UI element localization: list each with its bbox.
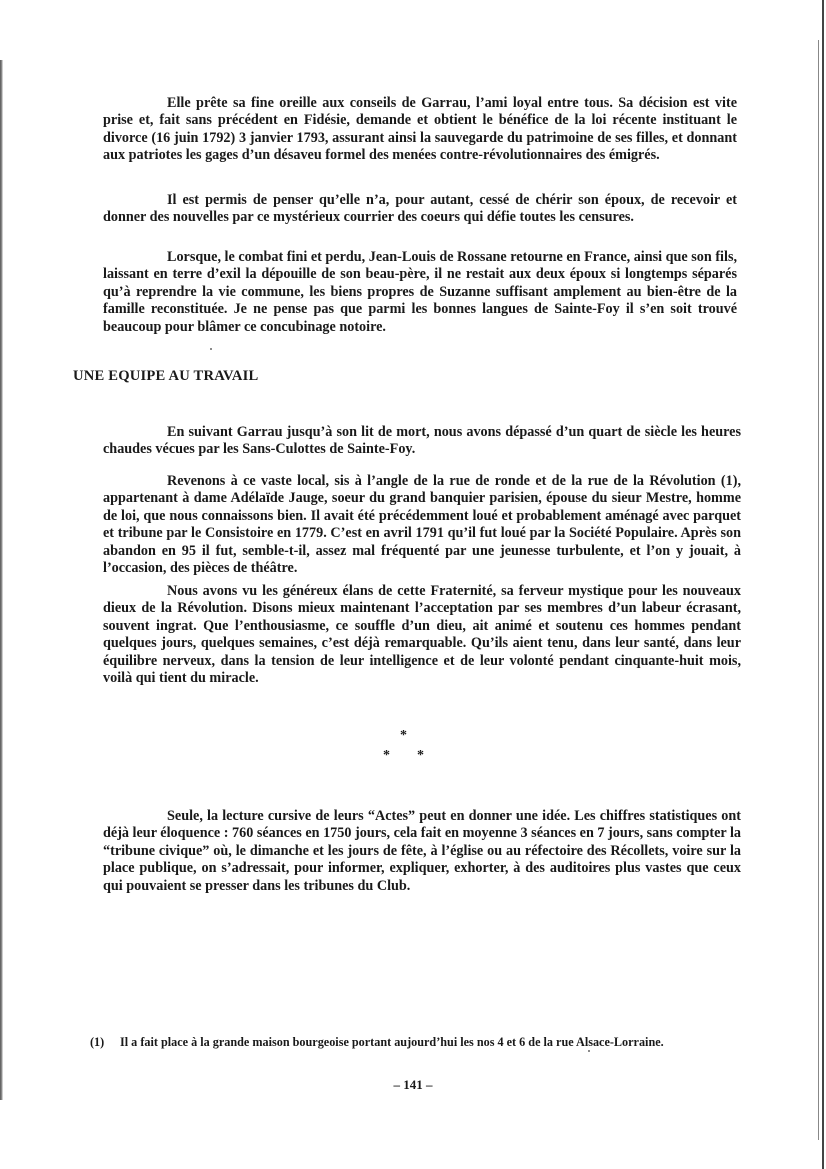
asterisk-top: * [400, 728, 407, 743]
scan-speck [210, 348, 212, 350]
paragraph-local: Revenons à ce vaste local, sis à l’angle de la rue de ronde et de la rue de la Révolution (1), appartenant à dame Adélaïde Jauge, soeur du grand banquier parisien, épouse du sieur Mestre, homme de loi, que nous connaissons bien. Il avait été précédemment loué et probablement aménagé avec parquet et tribune par le Consistoire en 1779. C’est en avril 1791 qu’il fut loué par la Société Populaire. Après son abandon en 95 il fut, semble-t-il, assez mal fréquenté par une jeunesse turbulente, et l’on y jouait, à l’occasion, des pièces de théâtre. [103, 473, 741, 577]
paragraph-correspondence: Il est permis de penser qu’elle n’a, pour autant, cessé de chérir son époux, de recevoir et donner des nouvelles par ce mystérieux courrier des coeurs qui défie toutes les censures. [103, 192, 737, 226]
scan-edge-left [0, 60, 3, 1100]
section-heading: UNE EQUIPE AU TRAVAIL [73, 368, 259, 384]
paragraph-divorce: Elle prête sa fine oreille aux conseils de Garrau, l’ami loyal entre tous. Sa décision est vite prise et, fait sans précédent en Fidésie, demande et obtient le bénéfice de la loi récente instituant le divorce (16 juin 1792) 3 janvier 1793, assurant ainsi la sauvegarde du patrimoine de ses filles, et donnant aux patriotes les gages d’un désaveu formel des menées contre-révolutionnaires des émigrés. [103, 95, 737, 164]
asterism-separator [380, 728, 430, 768]
asterisk-right: * [417, 748, 424, 763]
scan-edge-right [822, 0, 824, 1169]
footnote-text: Il a fait place à la grande maison bourgeoise portant aujourd’hui les nos 4 et 6 de la rue Alsace-Lorraine. [120, 1035, 664, 1049]
page-number: – 141 – [393, 1077, 433, 1092]
footnote-marker: (1) [90, 1035, 105, 1049]
asterisk-left: * [383, 748, 390, 763]
paragraph-actes: Seule, la lecture cursive de leurs “Actes” peut en donner une idée. Les chiffres statistiques ont déjà leur éloquence : 760 séances en 1750 jours, cela fait en moyenne 3 séances en 7 jours, sans compter la “tribune civique” où, le dimanche et les jours de fête, à l’église ou au réfectoire des Récollets, voire sur la place publique, on s’adressait, pour informer, expliquer, exhorter, à des auditoires plus vastes que ceux qui pouvaient se presser dans les tribunes du Club. [103, 808, 741, 894]
scan-speck [588, 1050, 590, 1052]
paragraph-return: Lorsque, le combat fini et perdu, Jean-Louis de Rossane retourne en France, ainsi que son fils, laissant en terre d’exil la dépouille de son beau-père, il ne restait aux deux époux si longtemps séparés qu’à reprendre la vie commune, les biens propres de Suzanne suffisant amplement au bien-être de la famille reconstituée. Je ne pense pas que parmi les bonnes langues de Sainte-Foy il s’en soit trouvé beaucoup pour blâmer ce concubinage notoire. [103, 249, 738, 335]
footnote [90, 1034, 750, 1050]
paragraph-garrau: En suivant Garrau jusqu’à son lit de mort, nous avons dépassé d’un quart de siècle les heures chaudes vécues par les Sans-Culottes de Sainte-Foy. [103, 424, 741, 458]
scan-edge-right-inner [818, 40, 819, 1140]
paragraph-fraternite: Nous avons vu les généreux élans de cette Fraternité, sa ferveur mystique pour les nouveaux dieux de la Révolution. Disons mieux maintenant l’acceptation par ses membres d’un labeur écrasant, souvent ingrat. Que l’enthousiasme, ce souffle d’un dieu, ait animé et soutenu ces hommes pendant quelques jours, quelques semaines, c’est déjà remarquable. Qu’ils aient tenu, dans leur santé, dans leur équilibre nerveux, dans la tension de leur intelligence et de leur volonté pendant cinquante-huit mois, voilà qui tient du miracle. [103, 583, 741, 687]
